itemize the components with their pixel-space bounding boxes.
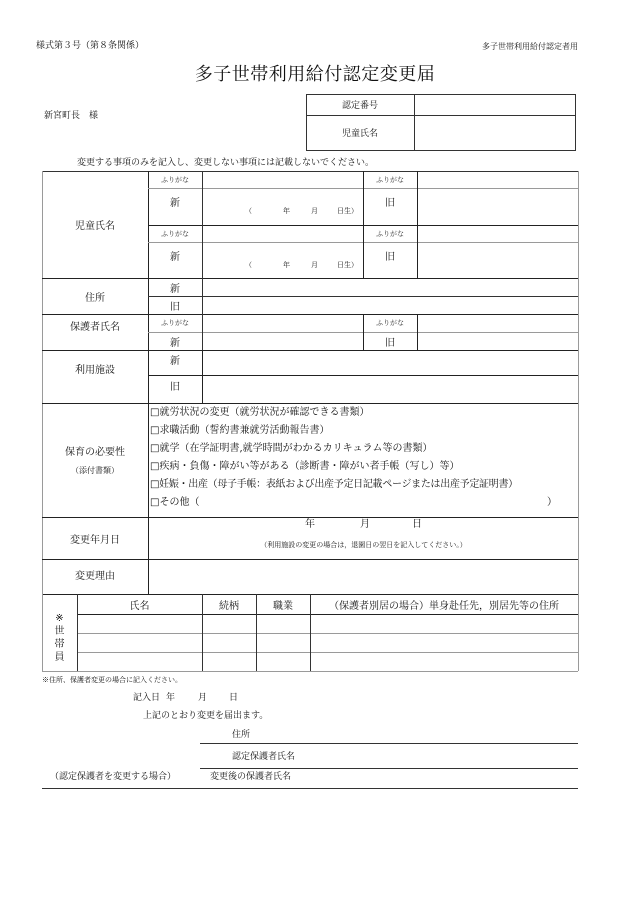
childcare-option[interactable]: □求職活動（誓約書兼就労活動報告書） bbox=[150, 425, 330, 436]
address-old-field[interactable] bbox=[203, 297, 577, 314]
form-target: 多子世帯利用給付認定者用 bbox=[482, 42, 578, 51]
change-date-year: 年 bbox=[305, 519, 315, 530]
household-occupation-field[interactable] bbox=[257, 653, 309, 671]
facility-label: 利用施設 bbox=[75, 364, 115, 376]
entry-date-year: 年 bbox=[166, 693, 176, 703]
child-name-label: 児童氏名 bbox=[75, 221, 115, 232]
household-address-field[interactable] bbox=[311, 615, 577, 633]
checkbox[interactable]: □ bbox=[150, 407, 160, 418]
signer-address-field[interactable] bbox=[265, 728, 577, 742]
checkbox[interactable]: □ bbox=[150, 497, 160, 508]
household-header-occupation: 職業 bbox=[273, 600, 293, 612]
guardian-old-label: 旧 bbox=[385, 337, 395, 349]
signer-guardian-label: 認定保護者氏名 bbox=[232, 752, 296, 762]
address-old-label: 旧 bbox=[170, 301, 180, 313]
household-relation-field[interactable] bbox=[203, 615, 255, 633]
household-header-relation: 続柄 bbox=[219, 600, 239, 612]
childcare-option[interactable]: □その他（ bbox=[150, 497, 200, 508]
household-note: ※住所、保護者変更の場合に記入ください。 bbox=[42, 676, 182, 684]
child2-new-furigana-field[interactable] bbox=[203, 226, 362, 242]
change-date-day: 日 bbox=[412, 519, 422, 530]
household-address-field[interactable] bbox=[311, 653, 577, 671]
household-relation-field[interactable] bbox=[203, 634, 255, 652]
child1-old-name-field[interactable] bbox=[418, 189, 577, 224]
child2-new-furigana-label: ふりがな bbox=[161, 229, 189, 238]
child1-new-label: 新 bbox=[170, 197, 180, 209]
childcare-option[interactable]: □妊娠・出産（母子手帳：表紙および出産予定日記載ページまたは出産予定証明書） bbox=[150, 479, 518, 490]
child2-birth-year: 年 bbox=[283, 261, 290, 269]
household-name-field[interactable] bbox=[78, 653, 201, 671]
new-guardian-label: 変更後の保護者氏名 bbox=[210, 772, 292, 782]
child1-new-furigana-label: ふりがな bbox=[161, 175, 189, 184]
new-guardian-field[interactable] bbox=[310, 770, 577, 786]
entry-date-month: 月 bbox=[198, 693, 208, 703]
entry-date-label: 記入日 bbox=[133, 693, 161, 703]
checkbox[interactable]: □ bbox=[150, 479, 160, 490]
guardian-name-label: 保護者氏名 bbox=[70, 321, 120, 333]
child1-birth-month: 月 bbox=[311, 207, 318, 215]
childcare-need-sublabel: （添付書類） bbox=[71, 466, 119, 475]
child2-birth-open: （ bbox=[245, 261, 252, 269]
guardian-old-furigana-field[interactable] bbox=[418, 315, 577, 332]
addressee: 新宮町長 様 bbox=[44, 111, 99, 121]
child2-birth-month: 月 bbox=[311, 261, 318, 269]
id-child-name-label: 児童氏名 bbox=[341, 129, 378, 139]
guardian-old-furigana-label: ふりがな bbox=[376, 319, 404, 327]
household-name-field[interactable] bbox=[78, 615, 201, 633]
id-child-name-field[interactable] bbox=[415, 116, 574, 150]
change-date-note: （利用施設の変更の場合は，退園日の翌日を記入してください。） bbox=[260, 541, 467, 549]
child1-birth-year: 年 bbox=[283, 207, 290, 215]
address-new-field[interactable] bbox=[203, 279, 577, 296]
id-number-label: 認定番号 bbox=[341, 101, 378, 111]
child2-old-furigana-field[interactable] bbox=[418, 226, 577, 242]
entry-date-field[interactable] bbox=[155, 692, 245, 706]
facility-new-label: 新 bbox=[170, 355, 180, 367]
address-label: 住所 bbox=[85, 292, 105, 304]
checkbox[interactable]: □ bbox=[150, 461, 160, 472]
household-side-label: ※ 世 帯 員 bbox=[54, 613, 65, 663]
page-title: 多子世帯利用給付認定変更届 bbox=[194, 64, 436, 85]
guardian-new-label: 新 bbox=[170, 337, 180, 349]
change-date-label: 変更年月日 bbox=[70, 534, 120, 546]
change-reason-field[interactable] bbox=[150, 560, 577, 593]
facility-new-field[interactable] bbox=[203, 351, 577, 375]
guardian-new-furigana-field[interactable] bbox=[203, 315, 362, 332]
child2-old-label: 旧 bbox=[385, 251, 395, 263]
guardian-old-name-field[interactable] bbox=[418, 333, 577, 350]
child1-new-furigana-field[interactable] bbox=[203, 172, 362, 188]
childcare-option[interactable]: □疾病・負傷・障がい等がある（診断書・障がい者手帳（写し）等） bbox=[150, 461, 460, 472]
facility-old-field[interactable] bbox=[203, 376, 577, 403]
household-header-address: （保護者別居の場合）単身赴任先，別居先等の住所 bbox=[329, 600, 559, 612]
guardian-new-furigana-label: ふりがな bbox=[161, 319, 189, 327]
child1-old-label: 旧 bbox=[385, 197, 395, 209]
childcare-option[interactable]: □就学（在学証明書,就学時間がわかるカリキュラム等の書類） bbox=[150, 443, 433, 454]
child2-birth-day: 日生） bbox=[337, 261, 358, 269]
facility-old-label: 旧 bbox=[170, 381, 180, 393]
child2-old-furigana-label: ふりがな bbox=[376, 229, 404, 238]
entry-date-day: 日 bbox=[229, 693, 239, 703]
id-number-field[interactable] bbox=[415, 95, 574, 115]
form-number: 様式第３号（第８条関係） bbox=[36, 41, 145, 51]
household-name-field[interactable] bbox=[78, 634, 201, 652]
other-close-paren: ） bbox=[547, 497, 557, 508]
change-case-label: （認定保護者を変更する場合） bbox=[50, 772, 177, 782]
child2-old-name-field[interactable] bbox=[418, 243, 577, 278]
address-new-label: 新 bbox=[170, 283, 180, 295]
other-reason-field[interactable] bbox=[205, 496, 545, 512]
childcare-option[interactable]: □就労状況の変更（就労状況が確認できる書類） bbox=[150, 407, 370, 418]
household-address-field[interactable] bbox=[311, 634, 577, 652]
household-relation-field[interactable] bbox=[203, 653, 255, 671]
child1-old-furigana-label: ふりがな bbox=[376, 175, 404, 184]
child2-new-label: 新 bbox=[170, 251, 180, 263]
child1-birth-day: 日生） bbox=[337, 207, 358, 215]
childcare-need-label: 保育の必要性 bbox=[65, 447, 125, 458]
checkbox[interactable]: □ bbox=[150, 443, 160, 454]
change-reason-label: 変更理由 bbox=[75, 570, 115, 582]
child1-birth-open: （ bbox=[245, 207, 252, 215]
household-occupation-field[interactable] bbox=[257, 634, 309, 652]
signer-guardian-field[interactable] bbox=[310, 750, 577, 766]
household-occupation-field[interactable] bbox=[257, 615, 309, 633]
guardian-new-name-field[interactable] bbox=[203, 333, 362, 350]
change-date-field[interactable] bbox=[250, 519, 430, 535]
household-header-name: 氏名 bbox=[129, 600, 150, 612]
declaration: 上記のとおり変更を届出ます。 bbox=[143, 711, 269, 721]
instruction: 変更する事項のみを記入し、変更しない事項には記載しないでください。 bbox=[77, 158, 375, 168]
child1-old-furigana-field[interactable] bbox=[418, 172, 577, 188]
signer-address-label: 住所 bbox=[232, 730, 251, 740]
checkbox[interactable]: □ bbox=[150, 425, 160, 436]
change-date-month: 月 bbox=[360, 519, 370, 530]
